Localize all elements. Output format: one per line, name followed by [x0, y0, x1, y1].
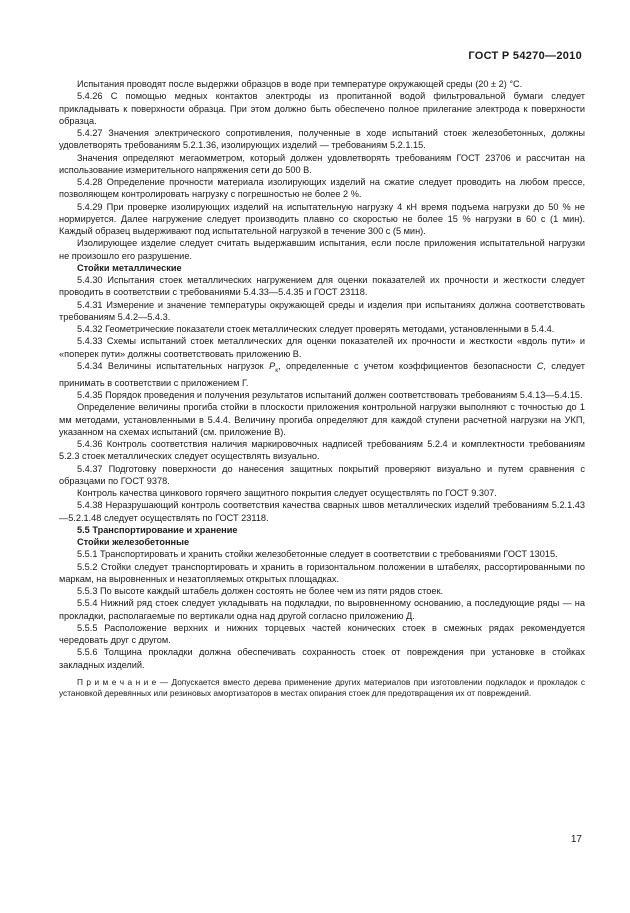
paragraph-5-5-1: 5.5.1 Транспортировать и хранить стойки железобетонные следует в соответствии с требованиями ГОСТ 13015.	[77, 549, 558, 560]
paragraph: Значения определяют мегаомметром, который должен удовлетворять требованиям ГОСТ 23706 и рассчитан на использование измерительного напряжения сети до 500 В.	[59, 152, 585, 175]
section-heading-metal-poles: Стойки металлические	[77, 262, 182, 273]
paragraph-5-5-6: 5.5.6 Толщина прокладки должна обеспечивать сохранность стоек от повреждения при установке в стойках закладных изделий.	[59, 647, 585, 670]
page-number: 17	[570, 834, 582, 845]
paragraph-5-4-34-text-3: , следует принимать в соответствии с приложением Г.	[59, 360, 585, 388]
paragraph-5-5-5: 5.5.5 Расположение верхних и нижних торцевых частей конических стоек в смежных рядах рекомендуется чередовать друг с другом.	[59, 622, 585, 646]
paragraph-5-5-4: 5.5.4 Нижний ряд стоек следует укладывать на подкладки, по выровненному основанию, а последующие ряды — на прокладки, располагаемые по вертикали одна над другой согласно приложению Д.	[59, 598, 585, 621]
paragraph-5-4-37: 5.4.37 Подготовку поверхности до нанесения защитных покрытий проверяют визуально и путем сравнения с образцами по ГОСТ 9378.	[59, 463, 585, 486]
paragraph: Изолирующее изделие следует считать выдержавшим испытания, если после приложения испытательной нагрузки не произошло его разрушение.	[59, 238, 585, 261]
paragraph-5-5-3: 5.5.3 По высоте каждый штабель должен состоять не более чем из пяти рядов стоек.	[77, 586, 444, 597]
paragraph-5-4-33: 5.4.33 Схемы испытаний стоек металлических для оценки показателей их прочности и жесткости «вдоль пути» и «поперек пути» должны соответствовать приложению В.	[59, 336, 585, 359]
paragraph: Испытания проводят после выдержки образцов в воде при температуре окружающей среды (20 ± 2) °С.	[77, 79, 523, 89]
paragraph-5-4-29: 5.4.29 При проверке изолирующих изделий на испытательную нагрузку 4 кН время подъема нагрузки до 50 % не нормируется. Далее нагружение следует производить плавно со скоростью не более 15 % нагрузки в 60 с (1 мин). Каждый образец выдерживают под испытательной нагрузкой в течение 300 с (5 мин).	[59, 201, 585, 236]
load-subscript: к	[275, 366, 279, 374]
paragraph-5-4-26: 5.4.26 С помощью медных контактов электроды из пропитанной водой фильтровальной бумаги следует прикладывать к поверхности образца. При этом должно быть обеспечено полное прилегание электрода к поверхности образца.	[59, 91, 585, 126]
paragraph-5-4-34-text-1: 5.4.34 Величины испытательных нагрузок	[77, 360, 270, 371]
load-symbol: P	[269, 360, 276, 371]
paragraph-5-4-30: 5.4.30 Испытания стоек металлических нагружением для оценки показателей их прочности и жесткости следует проводить в соответствии с требованиями 5.4.33—5.4.35 и ГОСТ 23118.	[59, 275, 585, 298]
paragraph-5-4-28: 5.4.28 Определение прочности материала изолирующих изделий на сжатие следует проводить на любом прессе, позволяющем контролировать нагрузку с погрешностью не более 2 %.	[59, 177, 585, 200]
paragraph-5-4-32: 5.4.32 Геометрические показатели стоек металлических следует проверять методами, установленными в 5.4.4.	[77, 324, 555, 334]
paragraph-5-4-34	[59, 360, 585, 389]
section-heading-5-5: 5.5 Транспортирование и хранение	[77, 524, 238, 535]
paragraph-5-4-27: 5.4.27 Значения электрического сопротивления, полученные в ходе испытаний стоек железобетонных, должны удовлетворять требованиям 5.2.1.36, изолирующих изделий — требованиям 5.2.1.15.	[59, 128, 585, 151]
paragraph: Контроль качества цинкового горячего защитного покрытия следует осуществлять по ГОСТ 9.307.	[77, 488, 497, 499]
paragraph-5-4-35: 5.4.35 Порядок проведения и получения результатов испытаний должен соответствовать требованиям 5.4.13—5.4.15.	[77, 390, 583, 401]
safety-coefficient-symbol: С	[536, 360, 544, 371]
paragraph-5-4-36: 5.4.36 Контроль соответствия наличия маркировочных надписей требованиям 5.2.4 и комплектности требованиям 5.2.3 стоек металлических следует осуществлять визуально.	[59, 439, 585, 462]
document-code: ГОСТ Р 54270—2010	[468, 50, 582, 62]
paragraph: Определение величины прогиба стойки в плоскости приложения контрольной нагрузки выполняют с точностью до 1 мм методами, установленными в 5.4.4. Величину прогиба определяют для каждой ступени расчетной нагрузки на УКП, указанном на схемах испытаний (см. приложение В).	[59, 402, 585, 437]
note-text: — Допускается вместо дерева применение других материалов при изготовлении подкладок и прокладок с установкой деревянных или резиновых амортизаторов в местах опирания стоек для предотвращения их от повреждений.	[59, 676, 585, 698]
section-heading-concrete-poles: Стойки железобетонные	[77, 537, 190, 548]
paragraph-5-5-2: 5.5.2 Стойки следует транспортировать и хранить в горизонтальном положении в штабелях, рассортированными по маркам, на выровненных и незатопляемых открытых площадках.	[59, 561, 585, 584]
note	[59, 677, 585, 699]
paragraph-5-4-31: 5.4.31 Измерение и значение температуры окружающей среды и изделия при испытаниях должна соответствовать требованиям 5.4.2—5.4.3.	[59, 299, 585, 322]
note-label: П р и м е ч а н и е	[77, 676, 157, 687]
paragraph-5-4-38: 5.4.38 Неразрушающий контроль соответствия качества сварных швов металлических изделий требованиям 5.2.1.43—5.2.1.48 следует осуществлять по ГОСТ 23118.	[59, 500, 585, 523]
paragraph-5-4-34-text-2: , определенные с учетом коэффициентов безопасности	[278, 360, 537, 371]
page-body	[59, 78, 585, 699]
